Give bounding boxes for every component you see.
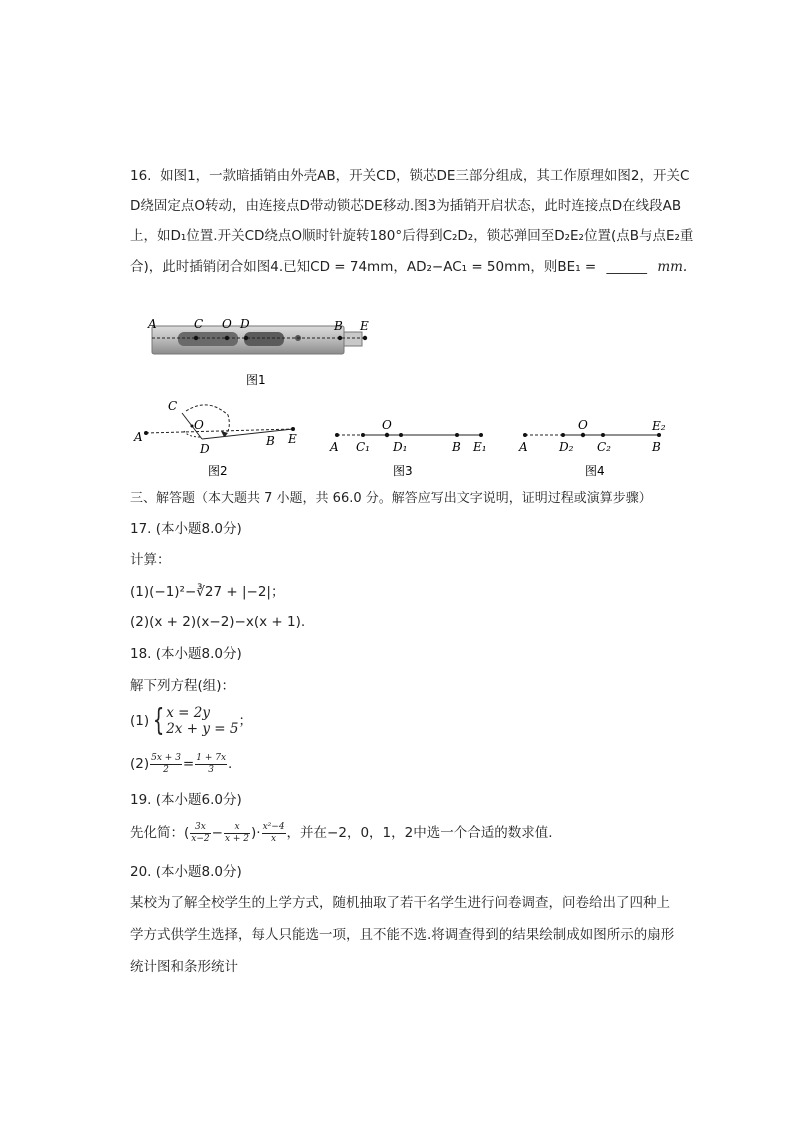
q19-expression: 先化简：( $\frac{3x}{x-2}$ − $\frac{x}{x + 2}$ )· $\frac{\text{x²−4}}{x}$ ，并在−2，0，1，2中选一个合适的数求值.: [130, 821, 553, 844]
figure-2: [128, 393, 308, 483]
fig2-label-E: E: [288, 432, 297, 446]
unit-mm: mm.: [657, 259, 688, 275]
q16-line-3: 上，如D₁位置.开关CD绕点O顺时针旋转180°后得到C₂D₂，锁芯弹回至D₂E₂位置(点B与点E₂重: [130, 228, 694, 244]
fig4-label-E2: E₂: [652, 419, 666, 433]
q19-dot: ·: [256, 825, 261, 841]
fig3-label-O: O: [382, 418, 392, 432]
figure-3: [325, 415, 495, 485]
fig1-label-O: O: [222, 317, 232, 331]
q18-part-2-end: .: [228, 756, 233, 772]
fig4-label-D2: D₂: [559, 440, 574, 454]
fig4-label-A: A: [519, 440, 528, 454]
fig1-label-D: D: [240, 317, 250, 331]
fig1-label-A: A: [148, 317, 157, 331]
q18-part-1-label: (1): [130, 713, 150, 729]
fig3-label-A: A: [330, 440, 339, 454]
q19-header: 19. (本小题6.0分): [130, 792, 242, 808]
q18-header: 18. (本小题8.0分): [130, 646, 242, 662]
equation-system: [166, 705, 238, 737]
figure-4: [513, 415, 683, 485]
equals-sign: =: [182, 756, 195, 772]
q18-part-2-label: (2): [130, 756, 150, 772]
figure-1: [140, 312, 380, 392]
section-3-heading: 三、解答题（本大题共 7 小题，共 66.0 分。解答应写出文字说明，证明过程或演算步骤）: [130, 491, 652, 506]
q17-part-1: (1)(−1)²−∛27 + |−2|；: [130, 584, 285, 600]
q19-fraction-2: $\frac{x}{x + 2}$: [224, 821, 250, 844]
q17-header: 17. (本小题8.0分): [130, 521, 242, 537]
bolt-slot-right: [244, 332, 284, 346]
q18-part-1-end: ；: [238, 713, 252, 729]
q19-rest: ，并在−2，0，1，2中选一个合适的数求值.: [286, 825, 553, 841]
q17-part-2: (2)(x + 2)(x−2)−x(x + 1).: [130, 614, 306, 630]
q18-part-1: [130, 704, 252, 738]
q16-line-2: D绕固定点O转动，由连接点D带动锁芯DE移动.图3为插销开启状态，此时连接点D在线段AB: [130, 198, 682, 214]
fig2-label-C: C: [168, 399, 178, 413]
q19-fraction-1: $\frac{3x}{x-2}$: [191, 821, 210, 844]
fig2-label-O: O: [194, 418, 204, 432]
q16-text-4: 合)，此时插销闭合如图4.已知CD = 74mm，AD₂−AC₁ = 50mm，则BE₁ =: [130, 259, 597, 275]
equation-1: x = 2y: [166, 705, 210, 721]
q18-prompt: 解下列方程(组)：: [130, 678, 236, 694]
q18-part-2: [130, 750, 232, 778]
fig4-caption: 图4: [585, 464, 605, 478]
q16-line-4: [130, 257, 687, 277]
q19-fraction-3: $\frac{\text{x²−4}}{x}$: [262, 821, 285, 844]
fig2-label-D: D: [200, 442, 210, 456]
bolt-pin: [344, 332, 362, 346]
fig4-label-B: B: [652, 440, 661, 454]
fig1-label-B: B: [334, 319, 343, 333]
q16-text-1: 如图1，一款暗插销由外壳AB，开关CD，锁芯DE三部分组成，其工作原理如图2，开关C: [160, 168, 690, 184]
fig2-label-A: A: [134, 430, 143, 444]
q20-header: 20. (本小题8.0分): [130, 864, 242, 880]
bolt-slot-left: [178, 332, 238, 346]
fig3-label-C1: C₁: [356, 440, 370, 454]
q20-line-3: 统计图和条形统计: [130, 959, 238, 975]
fraction-left: $\frac{5x + 3}{2}$: [151, 752, 181, 775]
fig2-label-B: B: [266, 434, 275, 448]
fig1-caption: 图1: [246, 373, 266, 387]
fig3-label-B: B: [452, 440, 461, 454]
fig3-caption: 图3: [393, 464, 413, 478]
equation-2: 2x + y = 5: [166, 721, 239, 737]
q19-prompt: 先化简：: [130, 825, 184, 841]
q16-line-1: [130, 166, 689, 186]
fig4-label-O: O: [578, 418, 588, 432]
q16-number: 16.: [130, 168, 152, 184]
fig1-label-C: C: [194, 317, 204, 331]
answer-blank: ______: [606, 259, 648, 275]
fig3-label-E1: E₁: [473, 440, 487, 454]
fig3-label-D1: D₁: [393, 440, 408, 454]
q17-prompt: 计算：: [130, 552, 171, 568]
system-brace: {: [152, 703, 165, 738]
fraction-right: $\frac{1 + 7x}{3}$: [196, 752, 227, 775]
fig1-label-E: E: [360, 319, 369, 333]
q19-minus: −: [211, 825, 223, 841]
fig2-caption: 图2: [208, 464, 228, 478]
q20-line-2: 学方式供学生选择，每人只能选一项，且不能不选.将调查得到的结果绘制成如图所示的扇形: [130, 927, 675, 943]
fig4-label-C2: C₂: [597, 440, 611, 454]
q20-line-1: 某校为了解全校学生的上学方式，随机抽取了若干名学生进行问卷调查，问卷给出了四种上: [130, 895, 670, 911]
